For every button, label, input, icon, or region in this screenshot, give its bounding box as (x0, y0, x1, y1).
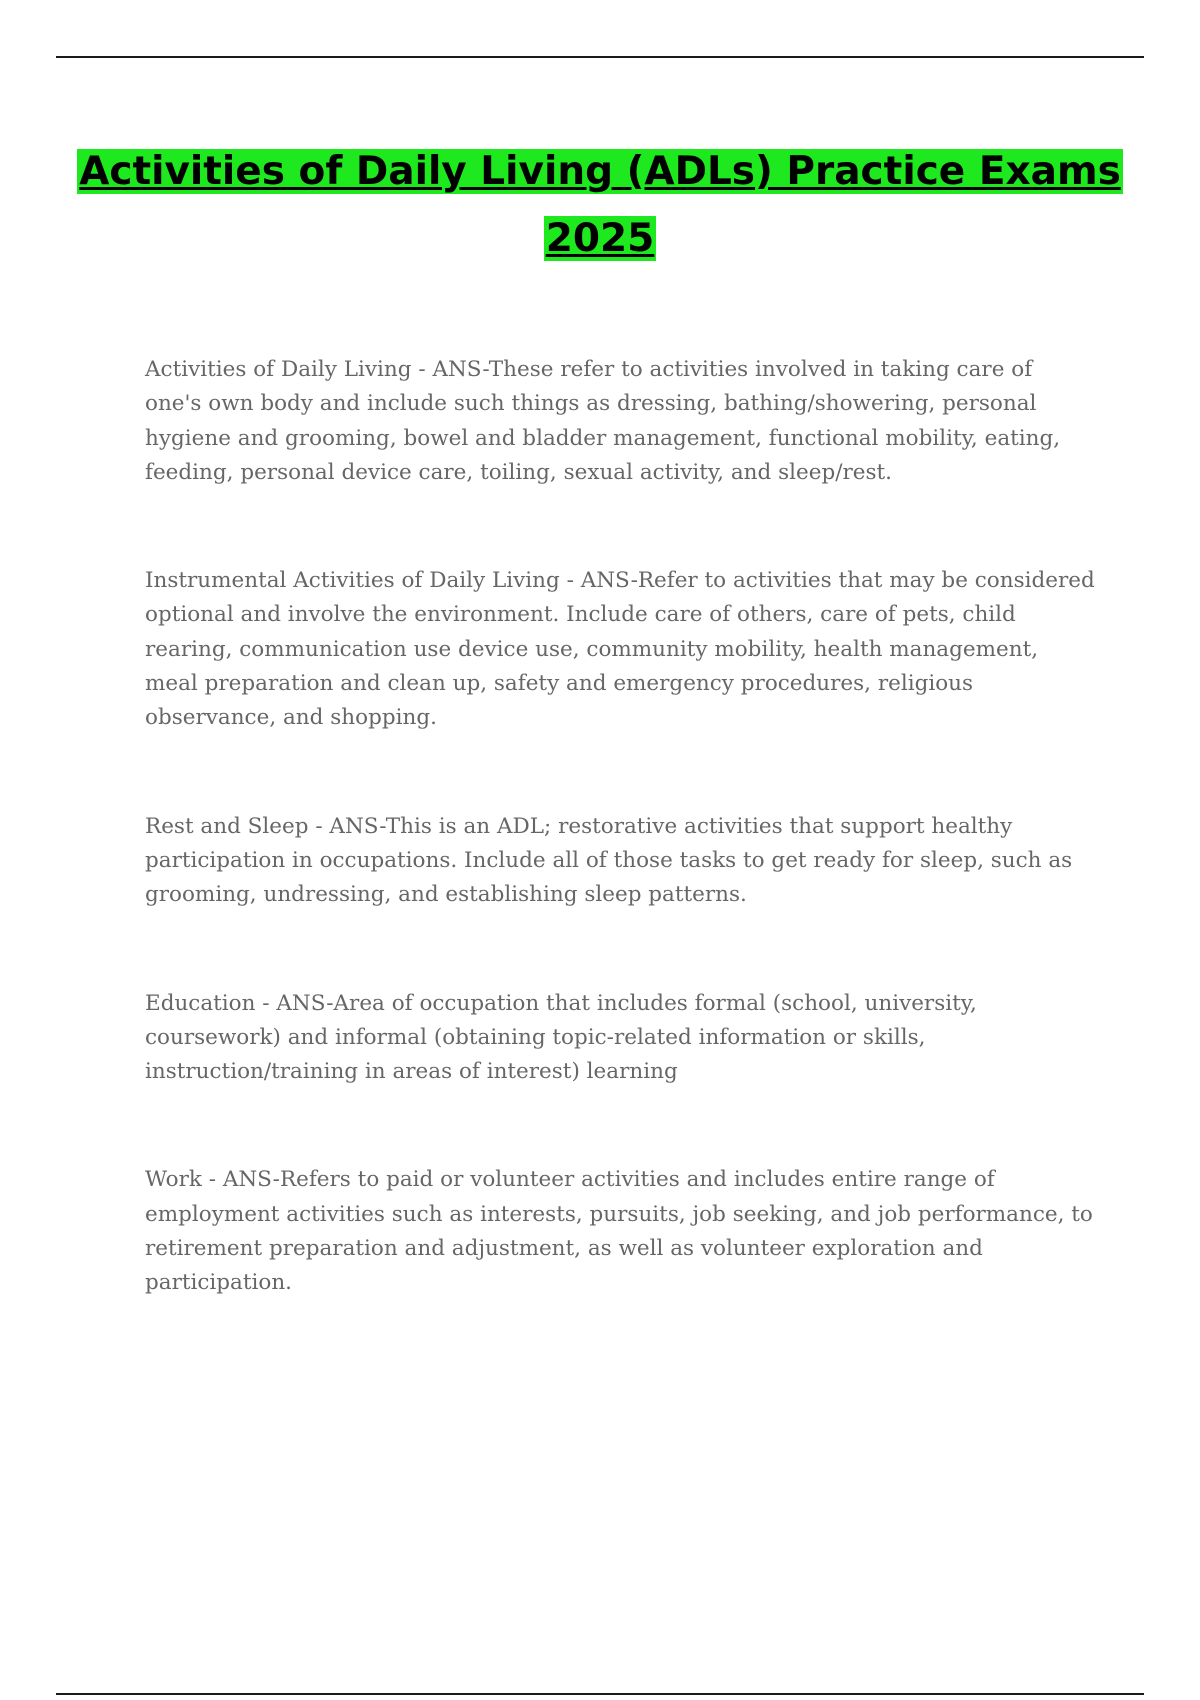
entry-education: Education - ANS-Area of occupation that includes formal (school, university, coursework) and informal (obtaining topic-related information or skills, instruction/training in areas of interest) learning (145, 990, 977, 1085)
entry-instrumental-activities: Instrumental Activities of Daily Living - ANS-Refer to activities that may be considered optional and involve the environment. Include care of others, care of pets, child rearing, communication use device use, community mobility, health management, meal preparation and clean up, safety and emergency procedures, religious observance, and shopping. (145, 568, 1095, 731)
entry-work: Work - ANS-Refers to paid or volunteer activities and includes entire range of employment activities such as interests, pursuits, job seeking, and job performance, to retirement preparation and adjustment, as well as volunteer exploration and participation. (145, 1167, 1093, 1296)
qa-entries (145, 353, 1095, 1301)
title-line-1: Activities of Daily Living (ADLs) Practice Exams (79, 149, 1121, 194)
bottom-rule (56, 1693, 1144, 1695)
top-rule (56, 56, 1144, 58)
title-line-2: 2025 (545, 216, 655, 261)
entry-rest-and-sleep: Rest and Sleep - ANS-This is an ADL; restorative activities that support healthy participation in occupations. Include all of those tasks to get ready for sleep, such as grooming, undressing, and establishing sleep patterns. (145, 813, 1073, 908)
entry-activities-of-daily-living: Activities of Daily Living - ANS-These refer to activities involved in taking care of one's own body and include such things as dressing, bathing/showering, personal hygiene and grooming, bowel and bladder management, functional mobility, eating, feeding, personal device care, toiling, sexual activity, and sleep/rest. (145, 357, 1061, 485)
document-title (60, 138, 1140, 272)
